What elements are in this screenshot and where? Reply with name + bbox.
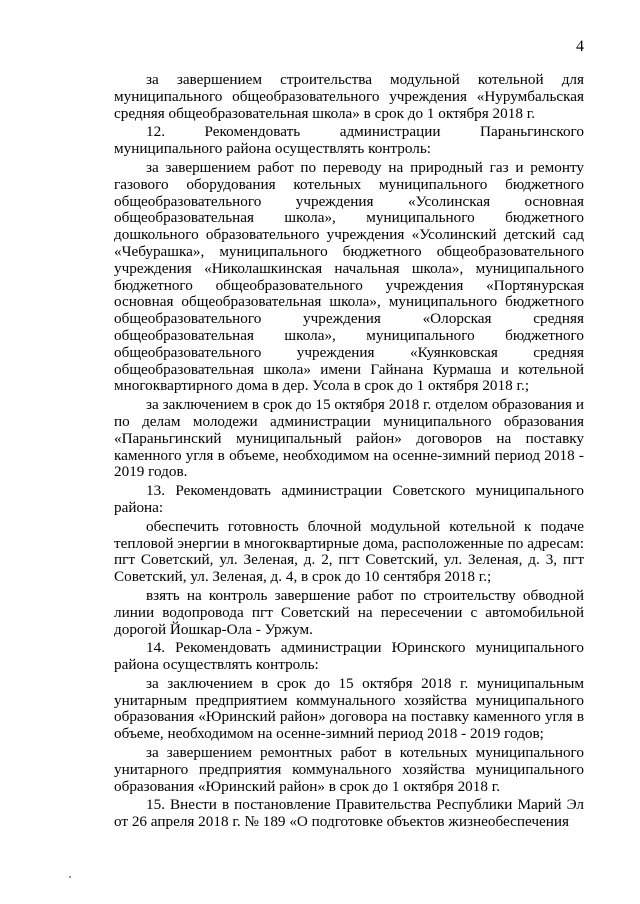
paragraph-repair-works-yurino: за завершением ремонтных работ в котельных муниципального унитарного предприятия коммунального хозяйства муниципального образования «Юринский район» в срок до 1 октября 2018 г. (114, 744, 584, 795)
paragraph-item-14: 14. Рекомендовать администрации Юринского муниципального района осуществлять контроль: (114, 639, 584, 674)
paragraph-item-13: 13. Рекомендовать администрации Советского муниципального района: (114, 482, 584, 516)
paragraph-gas-conversion: за завершением работ по переводу на природный газ и ремонту газового оборудования котельных муниципального бюджетного общеобразовательного учреждения «Усолинская основная общеобразовательная школа», муниципального бюджетного дошкольного образовательного учреждения «Усолинский детский сад «Чебурашка», муниципального бюджетного общеобразовательного учреждения «Николашкинская начальная школа», муниципального бюджетного общеобразовательного учреждения «Портянурская основная общеобразовательная школа», муниципального бюджетного общеобразовательного учреждения «Олорская средняя общеобразовательная школа», муниципального бюджетного общеобразовательного учреждения «Куянковская средняя общеобразовательная школа» имени Гайнана Курмаша и котельной многоквартирного дома в дер. Усола в срок до 1 октября 2018 г.; (114, 158, 584, 395)
document-body (114, 72, 584, 833)
scan-speck (69, 876, 71, 878)
page-number: 4 (576, 38, 584, 55)
paragraph-water-pipeline: взять на контроль завершение работ по строительству обводной линии водопровода пгт Советский на пересечении с автомобильной дорогой Йошкар-Ола - Уржум. (114, 586, 584, 638)
paragraph-item-12: 12. Рекомендовать администрации Параньгинского муниципального района осуществлять контроль: (114, 123, 584, 158)
paragraph-coal-contracts-paranga: за заключением в срок до 15 октября 2018 г. отделом образования и по делам молодежи администрации муниципального образования «Параньгинский муниципальный район» договоров на поставку каменного угля в объеме, необходимом на осенне-зимний период 2018 - 2019 годов. (114, 396, 584, 481)
paragraph-nurumbal-boiler: за завершением строительства модульной котельной для муниципального общеобразовательного учреждения «Нурумбальская средняя общеобразовательная школа» в срок до 1 октября 2018 г. (114, 71, 584, 122)
paragraph-modular-boiler-sovetsky: обеспечить готовность блочной модульной котельной к подаче тепловой энергии в многоквартирные дома, расположенные по адресам: пгт Советский, ул. Зеленая, д. 2, пгт Советский, ул. Зеленая, д. 3, пгт Советский, ул. Зеленая, д. 4, в срок до 10 сентября 2018 г.; (114, 517, 584, 586)
paragraph-coal-contract-yurino: за заключением в срок до 15 октября 2018 г. муниципальным унитарным предприятием коммунального хозяйства муниципального образования «Юринский район» договора на поставку каменного угля в объеме, необходимом на осенне-зимний период 2018 - 2019 годов; (114, 674, 584, 743)
paragraph-item-15: 15. Внести в постановление Правительства Республики Марий Эл от 26 апреля 2018 г. № 189 «О подготовке объектов жизнеобеспечения (114, 796, 584, 831)
